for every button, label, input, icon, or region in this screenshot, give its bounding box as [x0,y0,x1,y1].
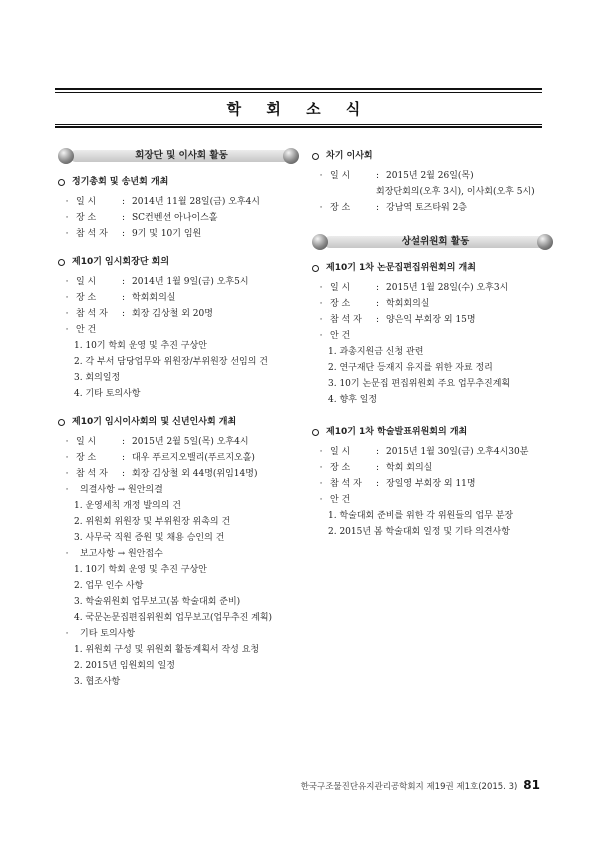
item-value: 양은익 부회장 외 15명 [386,315,476,325]
item-value: 2014년 11월 28일(금) 오후4시 [132,197,260,207]
agenda-item: 3. 10기 논문집 편집위원회 주요 업무추진계획 [328,379,511,389]
section-heading: 제10기 1차 학술발표위원회의 개최 [312,424,547,440]
circle-bullet-icon [58,179,65,186]
group-line: 3. 협조사항 [74,677,121,687]
item-value: 2014년 1월 9일(금) 오후5시 [132,277,249,287]
item-label: 일 시 [330,171,351,181]
item-row: · 참 석 자 : 9기 및 10기 임원 [58,226,293,242]
item-value: 학회회의실 [386,299,430,309]
page-title: 학 회 소 식 [226,99,371,118]
item-row: · 일 시 : 2014년 1월 9일(금) 오후5시 [58,274,293,290]
item-row [312,328,547,344]
agenda-item: 2. 각 부서 담당업무와 위원장/부위원장 선임의 건 [74,357,268,367]
bullet-dot: · [319,283,323,293]
group-line: 4. 국문논문집편집위원회 업무보고(업무추진 계획) [74,613,273,623]
title-rule-bottom-thick [55,126,542,128]
section-heading: 제10기 임시이사회의 및 신년인사회 개최 [58,414,293,430]
bullet-dot: · [65,453,69,463]
item-label: 장 소 [330,463,351,473]
bullet-dot: · [319,315,323,325]
agenda-item: 2. 연구재단 등재지 유지를 위한 자료 정리 [328,363,493,373]
item-continuation: 회장단회의(오후 3시), 이사회(오후 5시) [376,187,535,197]
item-label: 안 건 [330,495,351,505]
circle-bullet-icon [58,259,65,266]
agenda-item: 4. 향후 일정 [328,395,378,405]
banner-text: 회장단 및 이사회 활동 [135,150,228,161]
item-row: · 일 시 : 2015년 2월 5일(목) 오후4시 [58,434,293,450]
agenda-item: 1. 과총지원금 신청 관련 [328,347,424,357]
bullet-dot: · [65,213,69,223]
item-label: 안 건 [330,331,351,341]
item-row: · 참 석 자 : 회장 김상철 외 44명(위임14명) [58,466,293,482]
bullet-dot: · [319,479,323,489]
item-label: 일 시 [330,283,351,293]
item-value: 2015년 1월 28일(수) 오후3시 [386,283,509,293]
item-row: · 참 석 자 : 장일영 부회장 외 11명 [312,476,547,492]
bullet-dot: · [65,325,69,335]
group-heading: · 보고사항 → 원안접수 [58,546,293,562]
item-row: · 참 석 자 : 회장 김상철 외 20명 [58,306,293,322]
group-line: 1. 운영세칙 개정 발의의 건 [74,501,181,511]
bullet-dot: · [65,485,69,495]
group-line: 3. 학술위원회 업무보고(봄 학술대회 준비) [74,597,241,607]
item-value: 2015년 2월 5일(목) 오후4시 [132,437,249,447]
item-label: 참 석 자 [76,309,108,319]
section-academic-committee [312,424,547,540]
item-row: · 일 시 : 2014년 11월 28일(금) 오후4시 [58,194,293,210]
item-label: 장 소 [76,293,97,303]
circle-bullet-icon [58,419,65,426]
title-rule-bottom-thin [55,124,542,125]
item-label: 참 석 자 [76,469,108,479]
bullet-dot: · [65,197,69,207]
left-banner [58,148,293,164]
group-line: 1. 10기 학회 운영 및 추진 구상안 [74,565,207,575]
circle-bullet-icon [312,429,319,436]
bullet-dot: · [319,299,323,309]
agenda-item: 1. 10기 학회 운영 및 추진 구상안 [74,341,207,351]
item-label: 참 석 자 [330,315,362,325]
item-value: 대우 푸르지오밸리(푸르지오홀) [132,453,255,463]
group-line: 2. 업무 인수 사항 [74,581,144,591]
right-banner [312,234,547,250]
bullet-dot: · [65,229,69,239]
bullet-dot: · [65,309,69,319]
item-row [58,322,293,338]
journal-citation: 한국구조물진단유지관리공학회지 제19권 제1호(2015. 3) [300,782,518,792]
bullet-dot: · [319,495,323,505]
section-general-meeting [58,174,293,242]
section-next-board [312,148,547,216]
title-rule-top-thick [55,88,542,90]
item-label: 장 소 [330,203,351,213]
group-line: 3. 사무국 직원 증원 및 채용 승인의 건 [74,533,225,543]
item-label: 참 석 자 [76,229,108,239]
page-number: 81 [523,778,540,792]
item-label: 일 시 [76,437,97,447]
section-board-new-year [58,414,293,690]
bullet-dot: · [319,203,323,213]
item-value [132,322,293,338]
group-heading: · 기타 토의사항 [58,626,293,642]
section-heading: 차기 이사회 [312,148,547,164]
item-row [312,492,547,508]
title-rule-top-thin [55,92,542,93]
page-footer [301,778,540,792]
bullet-dot: · [65,293,69,303]
item-label: 일 시 [76,277,97,287]
right-column [312,148,547,552]
section-heading: 정기총회 및 송년회 개최 [58,174,293,190]
item-value [386,328,547,344]
item-value: 2015년 1월 30일(금) 오후4시30분 [386,447,529,457]
bullet-dot: · [65,469,69,479]
bullet-dot: · [65,549,69,559]
item-label: 장 소 [330,299,351,309]
bullet-dot: · [319,171,323,181]
group-line: 2. 2015년 임원회의 일정 [74,661,175,671]
circle-bullet-icon [312,153,319,160]
section-executive-meeting [58,254,293,402]
group-heading: · 의결사항 → 원안의결 [58,482,293,498]
banner-text: 상설위원회 활동 [401,236,470,247]
agenda-item: 3. 회의일정 [74,373,121,383]
item-row: · 장 소 : SC컨벤션 아나이스홀 [58,210,293,226]
item-value: 학회회의실 [132,293,176,303]
bullet-dot: · [65,437,69,447]
bullet-dot: · [319,447,323,457]
item-row: · 일 시 : 2015년 1월 28일(수) 오후3시 [312,280,547,296]
item-value: 회장 김상철 외 44명(위임14명) [132,469,258,479]
section-heading: 제10기 임시회장단 회의 [58,254,293,270]
left-column [58,148,293,702]
bullet-dot: · [65,629,69,639]
title-box [55,95,542,121]
bullet-dot: · [65,277,69,287]
item-value: SC컨벤션 아나이스홀 [132,213,218,223]
item-label: 장 소 [76,453,97,463]
agenda-item: 2. 2015년 봄 학술대회 일정 및 기타 의견사항 [328,527,510,537]
item-value: 2015년 2월 26일(목) [386,171,474,181]
item-value [386,492,547,508]
circle-bullet-icon [312,265,319,272]
item-value: 장일영 부회장 외 11명 [386,479,476,489]
item-value: 강남역 토즈타워 2층 [386,203,468,213]
item-row: · 일 시 : 2015년 1월 30일(금) 오후4시30분 [312,444,547,460]
item-value: 학회 회의실 [386,463,433,473]
item-label: 안 건 [76,325,97,335]
item-row: · 일 시 : 2015년 2월 26일(목) [312,168,547,184]
bullet-dot: · [319,331,323,341]
item-row: · 참 석 자 : 양은익 부회장 외 15명 [312,312,547,328]
item-label: 일 시 [76,197,97,207]
item-row: · 장 소 : 대우 푸르지오밸리(푸르지오홀) [58,450,293,466]
item-label: 참 석 자 [330,479,362,489]
bullet-dot: · [319,463,323,473]
section-heading: 제10기 1차 논문집편집위원회의 개최 [312,260,547,276]
item-row: · 장 소 : 학회회의실 [58,290,293,306]
item-value: 9기 및 10기 임원 [132,229,202,239]
item-label: 일 시 [330,447,351,457]
item-row: · 장 소 : 강남역 토즈타워 2층 [312,200,547,216]
group-line: 1. 위원회 구성 및 위원회 활동계획서 작성 요청 [74,645,260,655]
agenda-item: 4. 기타 토의사항 [74,389,141,399]
section-editorial-committee [312,260,547,408]
item-row: · 장 소 : 학회 회의실 [312,460,547,476]
group-line: 2. 위원회 위원장 및 부위원장 위촉의 건 [74,517,231,527]
item-row: · 장 소 : 학회회의실 [312,296,547,312]
item-label: 장 소 [76,213,97,223]
item-value: 회장 김상철 외 20명 [132,309,213,319]
agenda-item: 1. 학술대회 준비를 위한 각 위원들의 업무 분장 [328,511,514,521]
